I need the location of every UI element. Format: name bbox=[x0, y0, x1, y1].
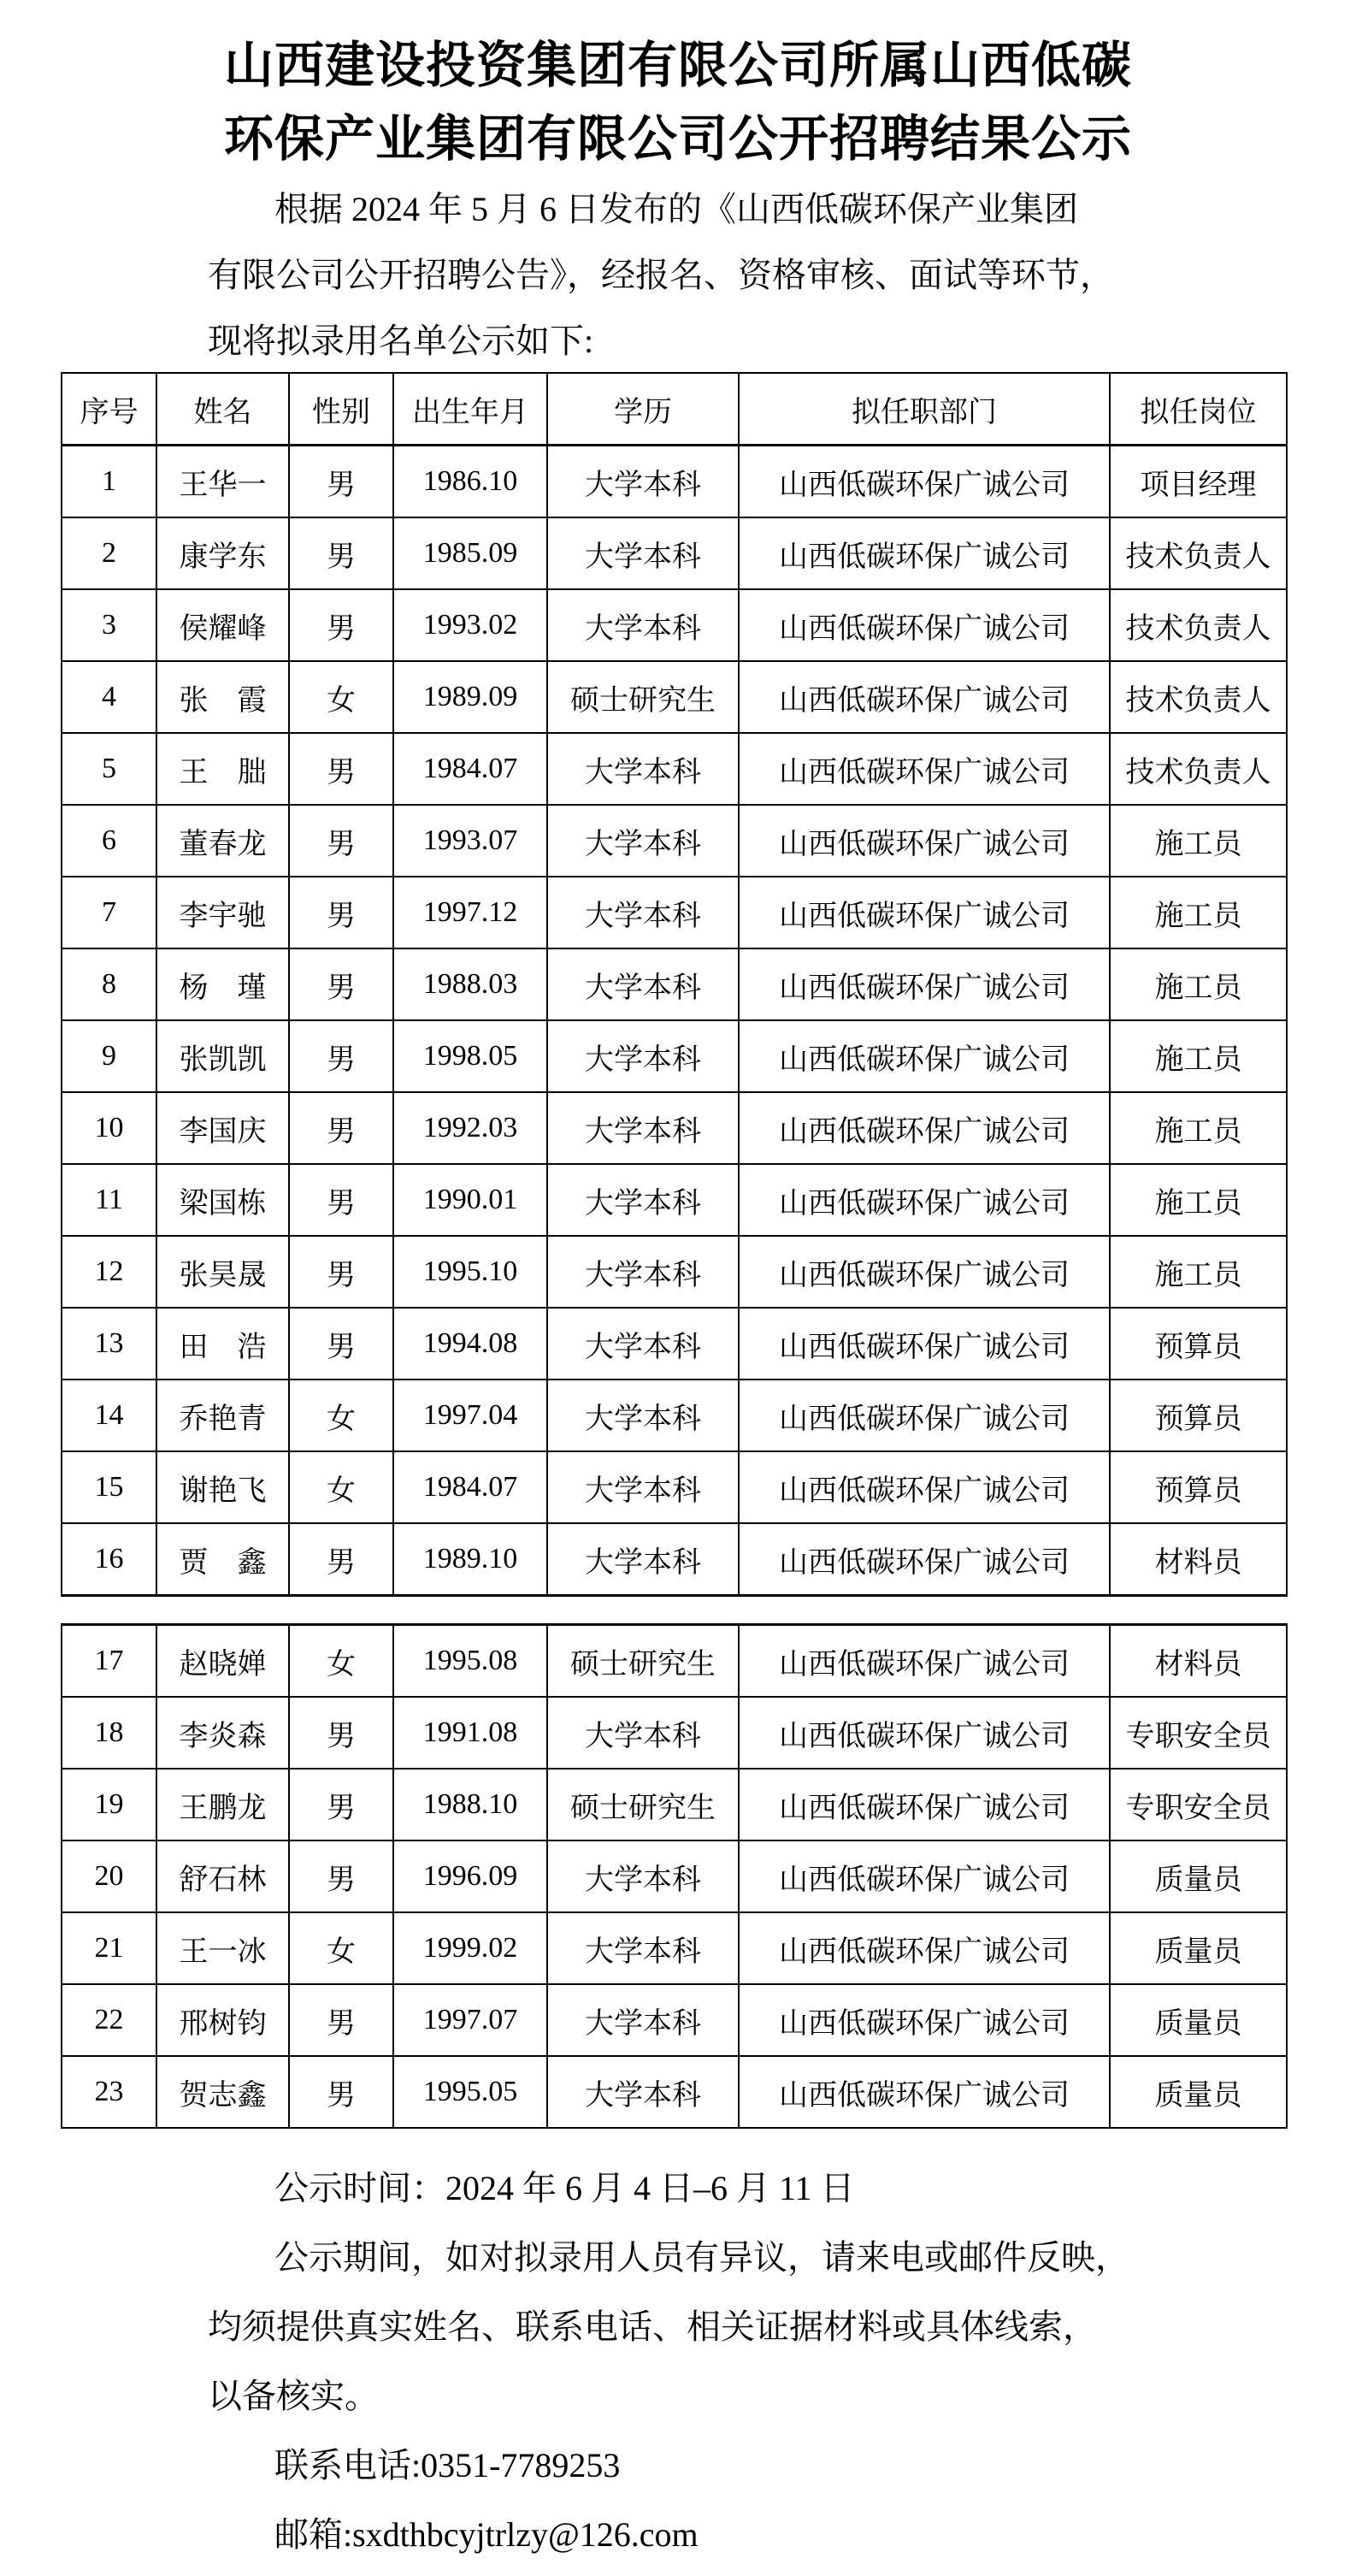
table-cell: 山西低碳环保广诚公司 bbox=[739, 1236, 1110, 1308]
table-cell: 男 bbox=[289, 948, 393, 1020]
table-cell: 李宇驰 bbox=[156, 877, 289, 948]
table-cell: 谢艳飞 bbox=[156, 1451, 289, 1523]
table-cell: 硕士研究生 bbox=[547, 1769, 739, 1840]
table-cell: 4 bbox=[62, 661, 156, 733]
table-cell: 7 bbox=[62, 877, 156, 948]
table-cell: 山西低碳环保广诚公司 bbox=[739, 1769, 1110, 1840]
table-cell: 山西低碳环保广诚公司 bbox=[739, 1164, 1110, 1236]
table-cell: 大学本科 bbox=[547, 1840, 739, 1912]
table-cell: 质量员 bbox=[1110, 2056, 1287, 2128]
table-cell: 山西低碳环保广诚公司 bbox=[739, 805, 1110, 877]
table-cell: 3 bbox=[62, 589, 156, 661]
table-cell: 1995.08 bbox=[393, 1625, 547, 1698]
recruitment-result-table-part-1 bbox=[61, 372, 1288, 1597]
table-cell: 王一冰 bbox=[156, 1912, 289, 1984]
table-row bbox=[62, 1380, 1287, 1451]
intro-line-2: 有限公司公开招聘公告》，经报名、资格审核、面试等环节， bbox=[208, 256, 1114, 294]
table-cell: 14 bbox=[62, 1380, 156, 1451]
intro-line-1: 根据 2024 年 5 月 6 日发布的《山西低碳环保产业集团 bbox=[274, 190, 1078, 228]
table-cell: 山西低碳环保广诚公司 bbox=[739, 1840, 1110, 1912]
table-cell: 20 bbox=[62, 1840, 156, 1912]
table-cell: 施工员 bbox=[1110, 877, 1287, 948]
table-cell: 技术负责人 bbox=[1110, 661, 1287, 733]
table-cell: 张昊晟 bbox=[156, 1236, 289, 1308]
table-cell: 杨 瑾 bbox=[156, 948, 289, 1020]
table-row bbox=[62, 733, 1287, 805]
table-cell: 李炎森 bbox=[156, 1697, 289, 1769]
table-cell: 男 bbox=[289, 1164, 393, 1236]
table-cell: 5 bbox=[62, 733, 156, 805]
table-cell: 13 bbox=[62, 1308, 156, 1380]
table-cell: 6 bbox=[62, 805, 156, 877]
table-cell: 2 bbox=[62, 517, 156, 589]
table-cell: 大学本科 bbox=[547, 517, 739, 589]
table-cell: 9 bbox=[62, 1020, 156, 1092]
table-cell: 山西低碳环保广诚公司 bbox=[739, 1523, 1110, 1596]
table-row bbox=[62, 877, 1287, 948]
table-cell: 山西低碳环保广诚公司 bbox=[739, 1451, 1110, 1523]
table-cell: 男 bbox=[289, 805, 393, 877]
table-cell: 大学本科 bbox=[547, 1984, 739, 2056]
contact-email-line: 邮箱:sxdthbcyjtrlzy@126.com bbox=[274, 2515, 699, 2554]
column-header: 序号 bbox=[62, 373, 156, 446]
table-row bbox=[62, 1769, 1287, 1840]
column-header: 拟任职部门 bbox=[739, 373, 1110, 446]
table-cell: 1994.08 bbox=[393, 1308, 547, 1380]
table-cell: 1984.07 bbox=[393, 733, 547, 805]
table-cell: 女 bbox=[289, 1912, 393, 1984]
table-cell: 男 bbox=[289, 877, 393, 948]
table-cell: 1988.03 bbox=[393, 948, 547, 1020]
table-cell: 施工员 bbox=[1110, 1092, 1287, 1164]
table-cell: 康学东 bbox=[156, 517, 289, 589]
table-cell: 材料员 bbox=[1110, 1523, 1287, 1596]
contact-phone-line: 联系电话:0351-7789253 bbox=[274, 2446, 621, 2484]
table-cell: 施工员 bbox=[1110, 1020, 1287, 1092]
table-cell: 质量员 bbox=[1110, 1912, 1287, 1984]
table-cell: 大学本科 bbox=[547, 1451, 739, 1523]
table-cell: 技术负责人 bbox=[1110, 589, 1287, 661]
document-title-line-1: 山西建设投资集团有限公司所属山西低碳 bbox=[223, 38, 1132, 93]
table-cell: 男 bbox=[289, 1308, 393, 1380]
table-cell: 预算员 bbox=[1110, 1380, 1287, 1451]
table-cell: 1997.04 bbox=[393, 1380, 547, 1451]
table-cell: 山西低碳环保广诚公司 bbox=[739, 1625, 1110, 1698]
table-cell: 大学本科 bbox=[547, 877, 739, 948]
table-row bbox=[62, 2056, 1287, 2128]
table-row bbox=[62, 661, 1287, 733]
footer-paragraphs bbox=[208, 2154, 1268, 2569]
table-cell: 1986.10 bbox=[393, 446, 547, 518]
objection-notice-line: 公示期间，如对拟录用人员有异议，请来电或邮件反映， bbox=[274, 2238, 1129, 2277]
table-row bbox=[62, 589, 1287, 661]
table-cell: 男 bbox=[289, 2056, 393, 2128]
table-cell: 男 bbox=[289, 517, 393, 589]
table-cell: 技术负责人 bbox=[1110, 517, 1287, 589]
table-cell: 山西低碳环保广诚公司 bbox=[739, 1984, 1110, 2056]
table-cell: 15 bbox=[62, 1451, 156, 1523]
table-cell: 王 朏 bbox=[156, 733, 289, 805]
table-cell: 赵晓婵 bbox=[156, 1625, 289, 1698]
document-title bbox=[0, 29, 1356, 176]
table-row bbox=[62, 1697, 1287, 1769]
table-cell: 女 bbox=[289, 661, 393, 733]
table-cell: 山西低碳环保广诚公司 bbox=[739, 517, 1110, 589]
table-cell: 质量员 bbox=[1110, 1984, 1287, 2056]
column-header: 姓名 bbox=[156, 373, 289, 446]
table-row bbox=[62, 1625, 1287, 1698]
table-cell: 男 bbox=[289, 1984, 393, 2056]
table-cell: 山西低碳环保广诚公司 bbox=[739, 2056, 1110, 2128]
table-cell: 1 bbox=[62, 446, 156, 518]
table-cell: 1989.09 bbox=[393, 661, 547, 733]
table-cell: 大学本科 bbox=[547, 589, 739, 661]
table-cell: 12 bbox=[62, 1236, 156, 1308]
table-cell: 1988.10 bbox=[393, 1769, 547, 1840]
table-cell: 17 bbox=[62, 1625, 156, 1698]
table-cell: 施工员 bbox=[1110, 1236, 1287, 1308]
table-cell: 舒石林 bbox=[156, 1840, 289, 1912]
table-cell: 女 bbox=[289, 1451, 393, 1523]
table-cell: 山西低碳环保广诚公司 bbox=[739, 1697, 1110, 1769]
table-cell: 山西低碳环保广诚公司 bbox=[739, 446, 1110, 518]
table-cell: 男 bbox=[289, 1523, 393, 1596]
table-cell: 张凯凯 bbox=[156, 1020, 289, 1092]
table-body-part-1 bbox=[62, 446, 1287, 1596]
table-cell: 山西低碳环保广诚公司 bbox=[739, 1020, 1110, 1092]
table-cell: 董春龙 bbox=[156, 805, 289, 877]
table-cell: 大学本科 bbox=[547, 446, 739, 518]
table-cell: 23 bbox=[62, 2056, 156, 2128]
table-cell: 山西低碳环保广诚公司 bbox=[739, 1092, 1110, 1164]
table-cell: 大学本科 bbox=[547, 1380, 739, 1451]
column-header: 性别 bbox=[289, 373, 393, 446]
table-cell: 11 bbox=[62, 1164, 156, 1236]
table-cell: 技术负责人 bbox=[1110, 733, 1287, 805]
table-cell: 侯耀峰 bbox=[156, 589, 289, 661]
table-cell: 大学本科 bbox=[547, 1092, 739, 1164]
table-cell: 预算员 bbox=[1110, 1308, 1287, 1380]
table-row bbox=[62, 1236, 1287, 1308]
document-title-line-2: 环保产业集团有限公司公开招聘结果公示 bbox=[223, 111, 1132, 167]
table-cell: 王华一 bbox=[156, 446, 289, 518]
table-cell: 男 bbox=[289, 733, 393, 805]
table-row bbox=[62, 1308, 1287, 1380]
column-header: 拟任岗位 bbox=[1110, 373, 1287, 446]
table-cell: 材料员 bbox=[1110, 1625, 1287, 1698]
table-cell: 山西低碳环保广诚公司 bbox=[739, 589, 1110, 661]
table-cell: 18 bbox=[62, 1697, 156, 1769]
table-cell: 大学本科 bbox=[547, 948, 739, 1020]
table-cell: 8 bbox=[62, 948, 156, 1020]
table-cell: 大学本科 bbox=[547, 1236, 739, 1308]
table-row bbox=[62, 517, 1287, 589]
table-cell: 大学本科 bbox=[547, 1020, 739, 1092]
table-cell: 大学本科 bbox=[547, 805, 739, 877]
table-cell: 男 bbox=[289, 1697, 393, 1769]
publicity-period-line: 公示时间：2024 年 6 月 4 日–6 月 11 日 bbox=[274, 2169, 855, 2207]
table-cell: 1998.05 bbox=[393, 1020, 547, 1092]
table-cell: 田 浩 bbox=[156, 1308, 289, 1380]
table-cell: 1993.07 bbox=[393, 805, 547, 877]
table-cell: 专职安全员 bbox=[1110, 1697, 1287, 1769]
table-cell: 梁国栋 bbox=[156, 1164, 289, 1236]
table-cell: 男 bbox=[289, 1840, 393, 1912]
table-cell: 大学本科 bbox=[547, 1523, 739, 1596]
table-cell: 1992.03 bbox=[393, 1092, 547, 1164]
table-cell: 男 bbox=[289, 1769, 393, 1840]
table-cell: 男 bbox=[289, 446, 393, 518]
verification-line: 以备核实。 bbox=[208, 2377, 379, 2415]
table-row bbox=[62, 1020, 1287, 1092]
table-body-part-2 bbox=[62, 1625, 1287, 2129]
table-cell: 山西低碳环保广诚公司 bbox=[739, 948, 1110, 1020]
table-cell: 1990.01 bbox=[393, 1164, 547, 1236]
table-cell: 张 霞 bbox=[156, 661, 289, 733]
table-cell: 大学本科 bbox=[547, 1164, 739, 1236]
column-header: 出生年月 bbox=[393, 373, 547, 446]
table-cell: 专职安全员 bbox=[1110, 1769, 1287, 1840]
table-cell: 22 bbox=[62, 1984, 156, 2056]
table-cell: 贺志鑫 bbox=[156, 2056, 289, 2128]
table-cell: 施工员 bbox=[1110, 805, 1287, 877]
table-row bbox=[62, 1840, 1287, 1912]
table-row bbox=[62, 1984, 1287, 2056]
table-row bbox=[62, 1523, 1287, 1596]
table-row bbox=[62, 1451, 1287, 1523]
table-cell: 山西低碳环保广诚公司 bbox=[739, 877, 1110, 948]
table-cell: 大学本科 bbox=[547, 1697, 739, 1769]
table-cell: 16 bbox=[62, 1523, 156, 1596]
table-cell: 硕士研究生 bbox=[547, 661, 739, 733]
evidence-requirement-line: 均须提供真实姓名、联系电话、相关证据材料或具体线索， bbox=[208, 2307, 1097, 2346]
table-cell: 邢树钧 bbox=[156, 1984, 289, 2056]
table-cell: 1995.05 bbox=[393, 2056, 547, 2128]
table-row bbox=[62, 805, 1287, 877]
table-row bbox=[62, 948, 1287, 1020]
table-cell: 贾 鑫 bbox=[156, 1523, 289, 1596]
table-cell: 1997.12 bbox=[393, 877, 547, 948]
table-cell: 施工员 bbox=[1110, 948, 1287, 1020]
table-cell: 10 bbox=[62, 1092, 156, 1164]
table-row bbox=[62, 1164, 1287, 1236]
table-cell: 男 bbox=[289, 1236, 393, 1308]
table-cell: 质量员 bbox=[1110, 1840, 1287, 1912]
table-cell: 山西低碳环保广诚公司 bbox=[739, 661, 1110, 733]
table-cell: 山西低碳环保广诚公司 bbox=[739, 1380, 1110, 1451]
table-cell: 男 bbox=[289, 1020, 393, 1092]
table-header bbox=[62, 373, 1287, 446]
table-cell: 预算员 bbox=[1110, 1451, 1287, 1523]
table-cell: 女 bbox=[289, 1380, 393, 1451]
table-cell: 大学本科 bbox=[547, 1912, 739, 1984]
table-cell: 乔艳青 bbox=[156, 1380, 289, 1451]
table-cell: 男 bbox=[289, 589, 393, 661]
table-cell: 大学本科 bbox=[547, 1308, 739, 1380]
table-cell: 山西低碳环保广诚公司 bbox=[739, 1912, 1110, 1984]
column-header: 学历 bbox=[547, 373, 739, 446]
table-cell: 1996.09 bbox=[393, 1840, 547, 1912]
recruitment-result-table-part-2 bbox=[61, 1623, 1288, 2129]
table-row bbox=[62, 1092, 1287, 1164]
intro-paragraph bbox=[208, 176, 1234, 374]
table-row bbox=[62, 446, 1287, 518]
table-cell: 1993.02 bbox=[393, 589, 547, 661]
table-cell: 项目经理 bbox=[1110, 446, 1287, 518]
table-cell: 王鹏龙 bbox=[156, 1769, 289, 1840]
table-cell: 19 bbox=[62, 1769, 156, 1840]
table-cell: 1984.07 bbox=[393, 1451, 547, 1523]
table-cell: 大学本科 bbox=[547, 2056, 739, 2128]
table-row bbox=[62, 1912, 1287, 1984]
table-cell: 1999.02 bbox=[393, 1912, 547, 1984]
table-cell: 女 bbox=[289, 1625, 393, 1698]
table-cell: 1991.08 bbox=[393, 1697, 547, 1769]
table-cell: 1997.07 bbox=[393, 1984, 547, 2056]
table-cell: 1989.10 bbox=[393, 1523, 547, 1596]
table-header-row bbox=[62, 373, 1287, 446]
table-cell: 1995.10 bbox=[393, 1236, 547, 1308]
table-cell: 施工员 bbox=[1110, 1164, 1287, 1236]
table-cell: 大学本科 bbox=[547, 733, 739, 805]
table-cell: 山西低碳环保广诚公司 bbox=[739, 1308, 1110, 1380]
table-cell: 李国庆 bbox=[156, 1092, 289, 1164]
table-cell: 1985.09 bbox=[393, 517, 547, 589]
table-cell: 硕士研究生 bbox=[547, 1625, 739, 1698]
table-cell: 山西低碳环保广诚公司 bbox=[739, 733, 1110, 805]
intro-line-3: 现将拟录用名单公示如下: bbox=[208, 322, 594, 360]
table-cell: 21 bbox=[62, 1912, 156, 1984]
table-cell: 男 bbox=[289, 1092, 393, 1164]
